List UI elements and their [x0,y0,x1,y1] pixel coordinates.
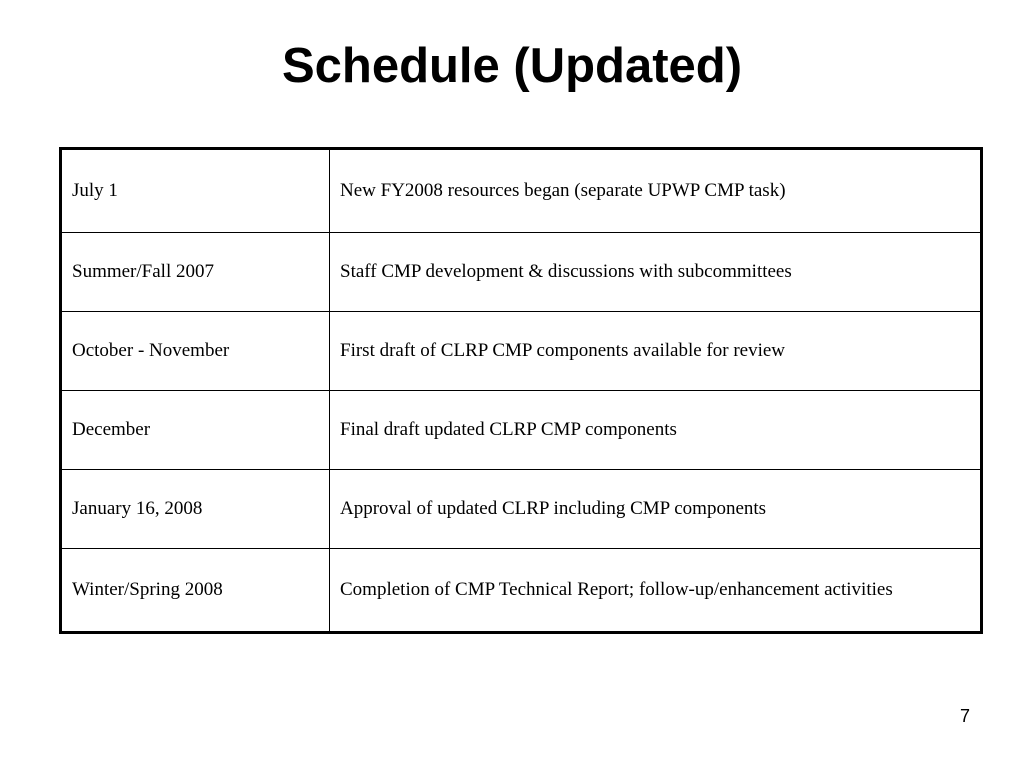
schedule-date-cell: January 16, 2008 [61,470,330,549]
schedule-date-cell: July 1 [61,149,330,233]
schedule-date-cell: October - November [61,312,330,391]
schedule-activity-cell: Completion of CMP Technical Report; follow-up/enhancement activities [330,549,982,633]
schedule-date-cell: Winter/Spring 2008 [61,549,330,633]
schedule-activity-cell: Final draft updated CLRP CMP components [330,391,982,470]
schedule-date-cell: December [61,391,330,470]
slide-title: Schedule (Updated) [281,39,743,93]
schedule-activity-cell: First draft of CLRP CMP components available for review [330,312,982,391]
page-number: 7 [959,706,970,726]
table-row [61,470,982,549]
table-row [61,391,982,470]
schedule-activity-cell: Staff CMP development & discussions with subcommittees [330,233,982,312]
table-row [61,149,982,233]
table-row [61,233,982,312]
schedule-activity-cell: Approval of updated CLRP including CMP components [330,470,982,549]
schedule-table [59,147,983,634]
schedule-activity-cell: New FY2008 resources began (separate UPWP CMP task) [330,149,982,233]
schedule-date-cell: Summer/Fall 2007 [61,233,330,312]
table-row [61,312,982,391]
table-row [61,549,982,633]
